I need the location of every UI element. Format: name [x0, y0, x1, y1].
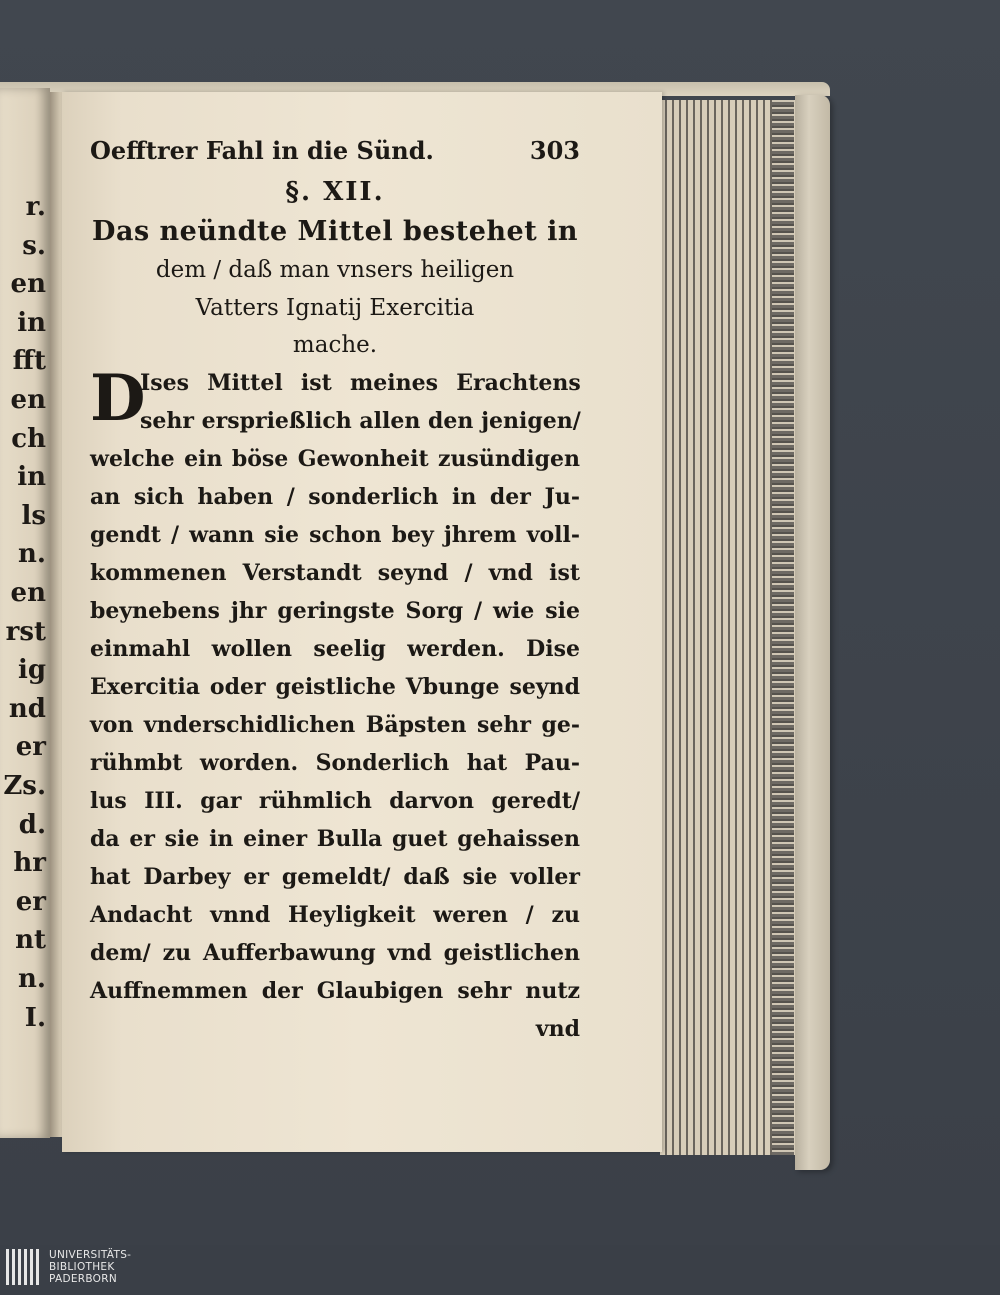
- body-line: hat Darbey er gemeldt/ daß sie voller: [90, 864, 580, 890]
- body-line: Ises Mittel ist meines Erachtens: [140, 370, 581, 396]
- left-page-fragment: s.: [22, 230, 46, 261]
- heading-line-3: Vatters Ignatij Exercitia: [195, 295, 475, 321]
- body-line: beynebens jhr geringste Sorg / wie sie: [90, 598, 580, 624]
- left-page-fragment: d.: [18, 809, 46, 840]
- body-line: dem/ zu Aufferbawung vnd geistlichen: [90, 940, 580, 966]
- left-page-fragment: fft: [12, 346, 46, 377]
- body-line: welche ein böse Gewonheit zusündigen: [90, 446, 580, 472]
- left-page-fragment: er: [15, 732, 46, 763]
- left-page-fragment: n.: [18, 539, 46, 570]
- left-page-fragment: ig: [17, 655, 46, 686]
- body-line: von vnderschidlichen Bäpsten sehr ge-: [90, 712, 580, 738]
- section-number: §. XII.: [285, 177, 385, 207]
- left-page-fragment: rst: [5, 616, 46, 647]
- left-page: [0, 88, 50, 1138]
- heading-line-2: dem / daß man vnsers heiligen: [155, 257, 515, 283]
- logo-line: BIBLIOTHEK: [49, 1261, 115, 1273]
- body-line: gendt / wann sie schon bey jhrem voll-: [90, 522, 580, 548]
- left-page-fragment: er: [15, 886, 46, 917]
- logo-text: [49, 1249, 131, 1285]
- left-page-fragment: in: [17, 307, 46, 338]
- body-line: sehr ersprießlich allen den jenigen/: [140, 408, 581, 434]
- library-logo: [6, 1249, 131, 1285]
- body-line: lus III. gar rühmlich darvon geredt/: [90, 788, 580, 814]
- page-text: [90, 136, 580, 1048]
- left-page-fragment: in: [17, 462, 46, 493]
- logo-line: UNIVERSITÄTS-: [49, 1249, 132, 1261]
- page-block-edges: [660, 100, 795, 1155]
- body-line: Exercitia oder geistliche Vbunge seynd: [90, 674, 580, 700]
- left-page-fragment: en: [10, 578, 46, 608]
- logo-line: PADERBORN: [49, 1273, 117, 1285]
- left-page-fragment: r.: [25, 192, 46, 222]
- left-page-fragment: en: [10, 269, 46, 300]
- left-page-fragment: en: [10, 385, 46, 415]
- left-page-fragment: nt: [15, 925, 46, 956]
- catchword: vnd: [535, 1016, 580, 1042]
- heading-line-1: Das neündte Mittel bestehet in: [92, 216, 578, 247]
- book-cover-edge: [795, 95, 830, 1170]
- paragraph-opening: [90, 361, 581, 440]
- body-line: an sich haben / sonderlich in der Ju-: [90, 484, 580, 510]
- running-head: Oefftrer Fahl in die Sünd.: [90, 136, 434, 165]
- body-line: einmahl wollen seelig werden. Dise: [90, 636, 580, 662]
- page-number: 303: [529, 136, 580, 165]
- left-page-fragment: nd: [8, 693, 46, 724]
- drop-cap: D: [90, 361, 146, 436]
- body-line: kommenen Verstandt seynd / vnd ist: [90, 560, 580, 586]
- left-page-fragment: n.: [18, 964, 46, 994]
- heading-line-4: mache.: [292, 332, 378, 358]
- left-page-fragment: I.: [24, 1002, 46, 1033]
- body-line: Auffnemmen der Glaubigen sehr nutz: [90, 978, 580, 1004]
- left-page-fragment: hr: [13, 848, 46, 879]
- footer-bar: [0, 1245, 1000, 1295]
- speckled-edge: [772, 100, 794, 1155]
- left-page-fragment: ls: [21, 500, 46, 531]
- body-line: da er sie in einer Bulla guet gehaissen: [90, 826, 580, 852]
- body-line: Andacht vnnd Heyligkeit weren / zu: [90, 902, 580, 928]
- left-page-fragment: Zs.: [3, 771, 46, 801]
- running-header: [90, 136, 580, 172]
- left-page-fragment: ch: [11, 423, 46, 454]
- logo-bars-icon: [6, 1249, 39, 1285]
- body-line: rühmbt worden. Sonderlich hat Pau-: [90, 750, 580, 776]
